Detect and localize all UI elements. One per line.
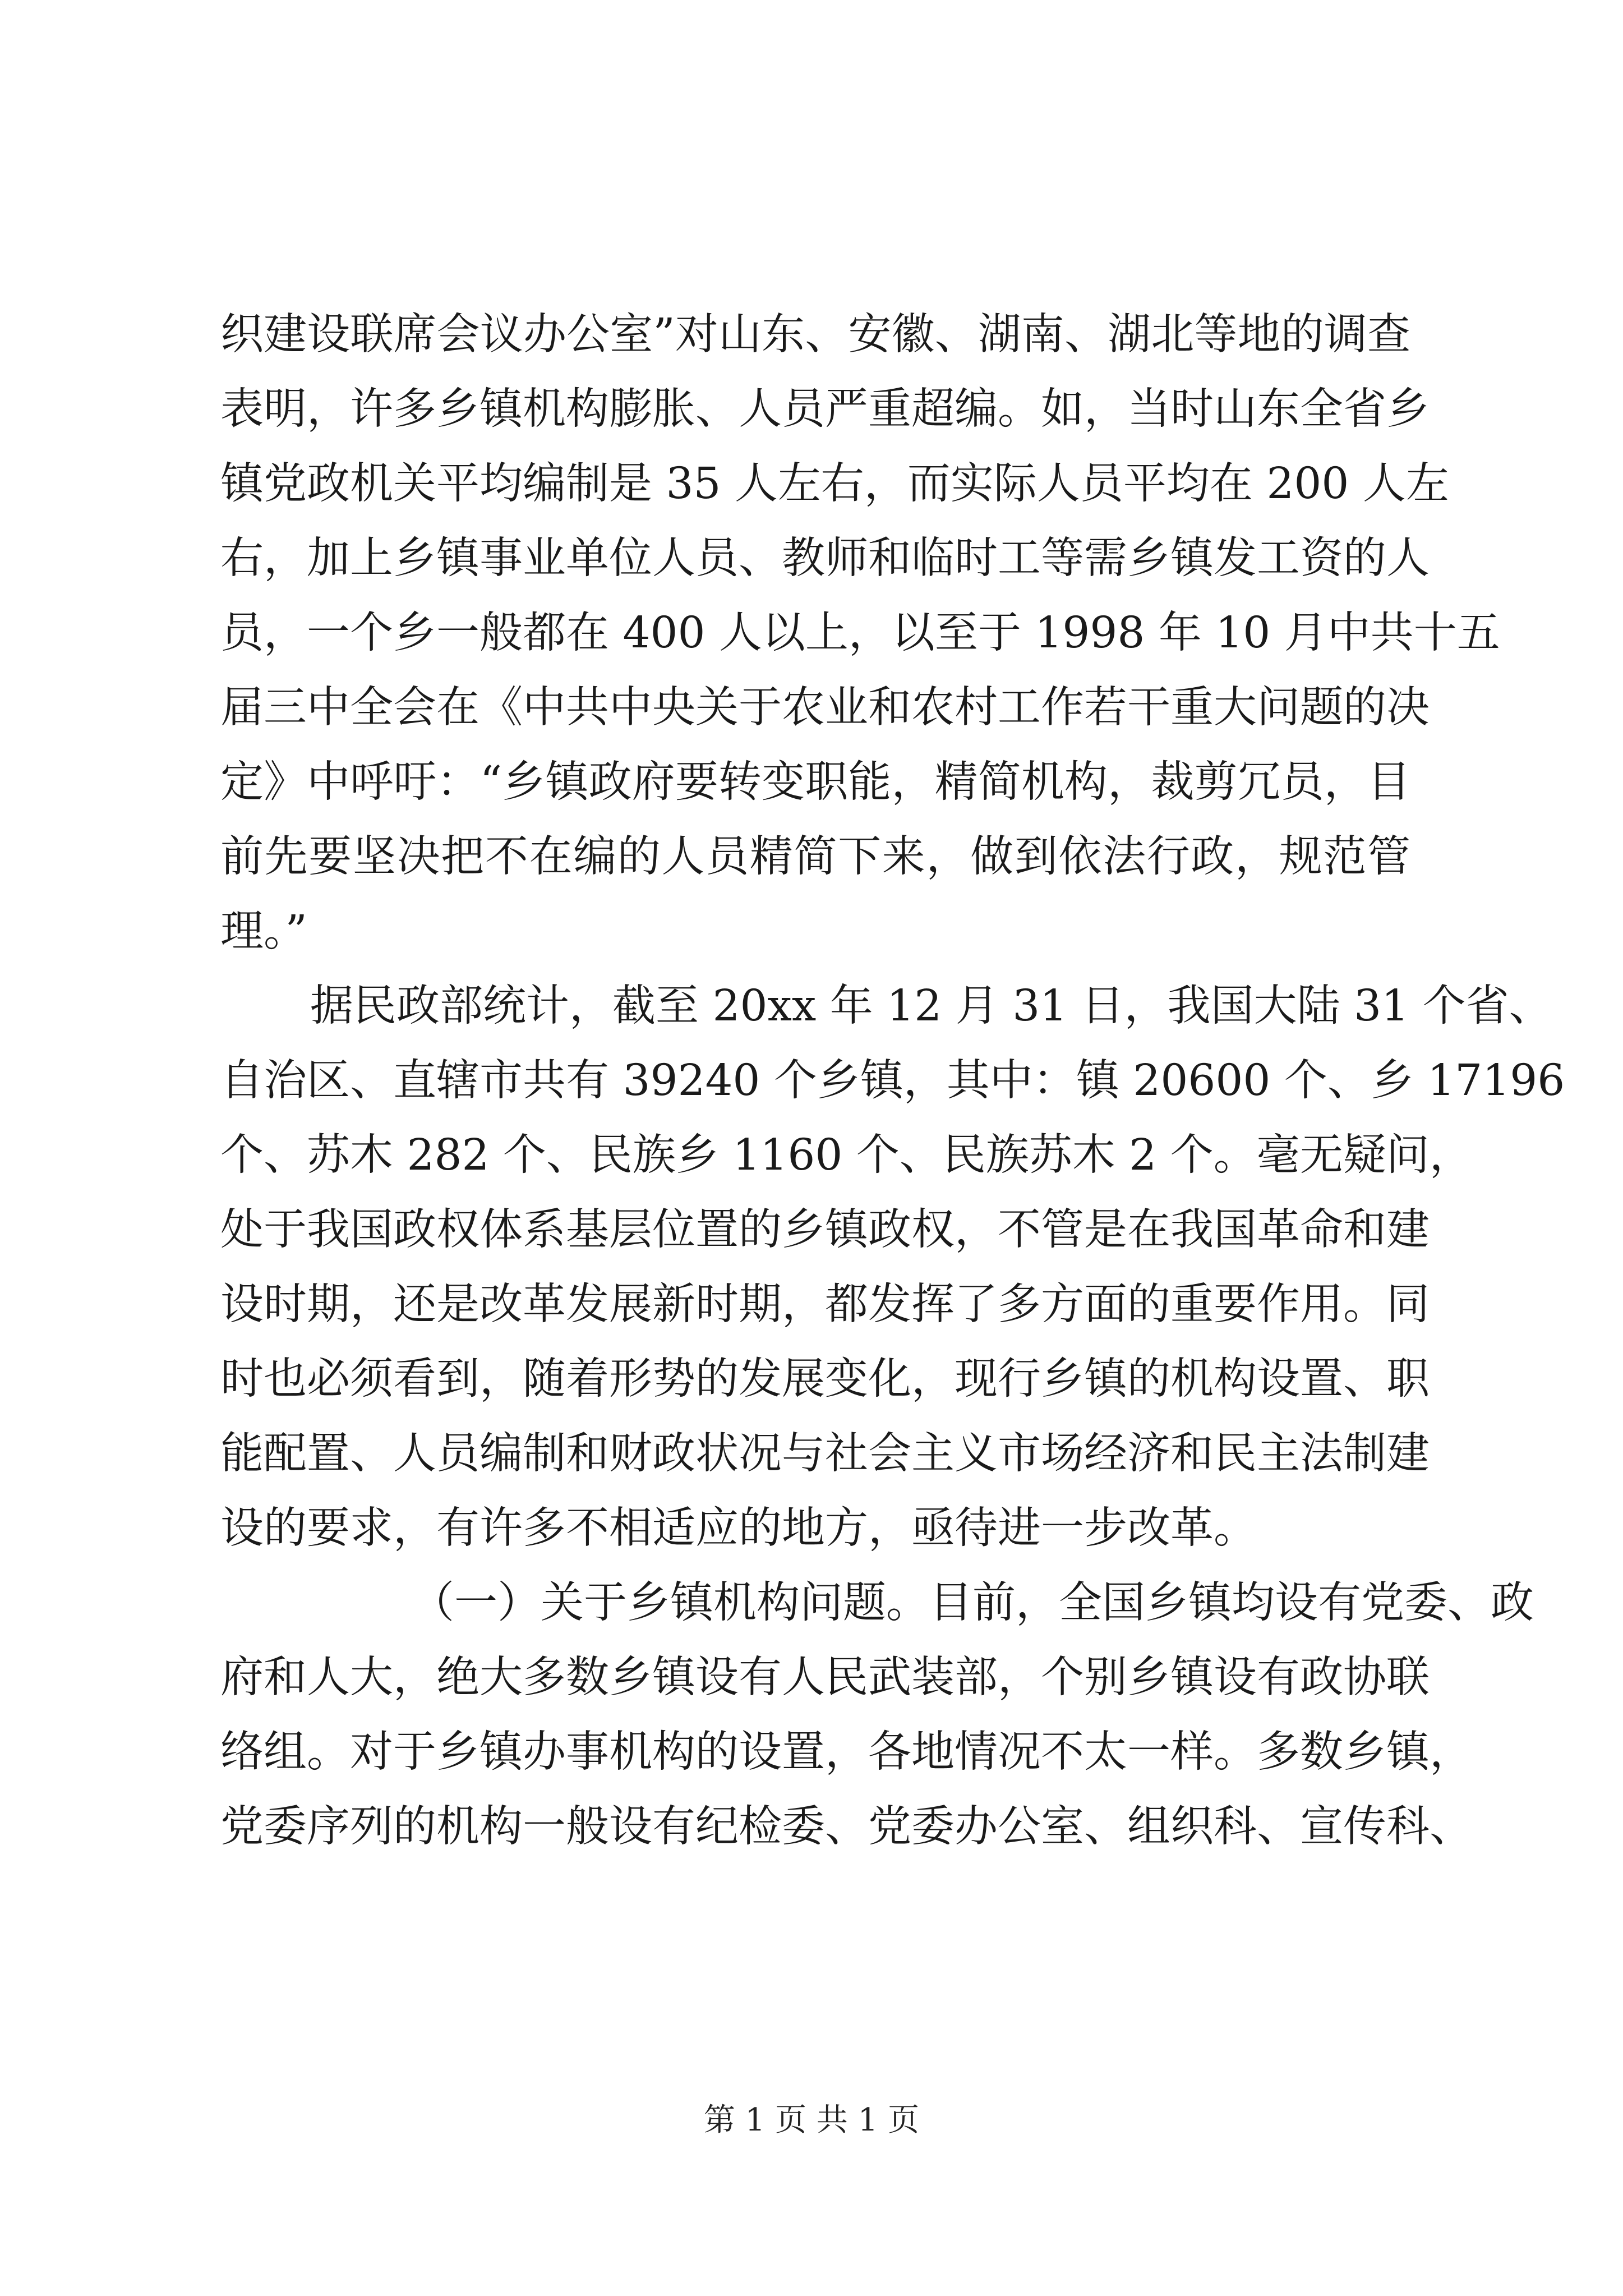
paragraph-2-line-7: 能配置、人员编制和财政状况与社会主义市场经济和民主法制建 [220,1429,1430,1479]
paragraph-3-line-4: 党委序列的机构一般设有纪检委、党委办公室、组织科、宣传科、 [220,1802,1473,1852]
paragraph-1-line-5: 员，一个乡一般都在 400 人以上，以至于 1998 年 10 月中共十五 [220,608,1500,658]
paragraph-1-line-3: 镇党政机关平均编制是 35 人左右，而实际人员平均在 200 人左 [220,459,1449,509]
paragraph-1-line-2: 表明，许多乡镇机构膨胀、人员严重超编。如，当时山东全省乡 [220,384,1430,434]
paragraph-1-line-7: 定》中呼吁：“乡镇政府要转变职能，精简机构，裁剪冗员，目 [220,757,1410,807]
document-body [220,297,1565,1864]
paragraph-2-line-4: 处于我国政权体系基层位置的乡镇政权，不管是在我国革命和建 [220,1205,1430,1255]
paragraph-3-line-3: 络组。对于乡镇办事机构的设置，各地情况不太一样。多数乡镇， [220,1727,1473,1777]
page-footer [0,2101,1623,2140]
paragraph-2-line-8: 设的要求，有许多不相适应的地方，亟待进一步改革。 [220,1503,1257,1553]
paragraph-2-line-6: 时也必须看到，随着形势的发展变化，现行乡镇的机构设置、职 [220,1354,1430,1404]
paragraph-1-line-9: 理。” [220,907,307,956]
paragraph-1-line-4: 右，加上乡镇事业单位人员、教师和临时工等需乡镇发工资的人 [220,533,1430,583]
paragraph-2-line-2: 自治区、直辖市共有 39240 个乡镇，其中：镇 20600 个、乡 17196 [220,1056,1565,1106]
page-number-label: 第 1 页 共 1 页 [703,2102,920,2138]
paragraph-1-line-8: 前先要坚决把不在编的人员精简下来，做到依法行政，规范管 [220,832,1410,882]
paragraph-2-line-3: 个、苏木 282 个、民族乡 1160 个、民族苏木 2 个。毫无疑问， [220,1130,1473,1180]
paragraph-3-line-1: （一）关于乡镇机构问题。目前，全国乡镇均设有党委、政 [411,1578,1534,1628]
paragraph-3-line-2: 府和人大，绝大多数乡镇设有人民武装部，个别乡镇设有政协联 [220,1653,1430,1703]
paragraph-2-line-1: 据民政部统计，截至 20xx 年 12 月 31 日，我国大陆 31 个省、 [310,981,1552,1031]
paragraph-1-line-6: 届三中全会在《中共中央关于农业和农村工作若干重大问题的决 [220,683,1430,733]
paragraph-2-line-5: 设时期，还是改革发展新时期，都发挥了多方面的重要作用。同 [220,1280,1430,1329]
paragraph-1-line-1: 织建设联席会议办公室”对山东、安徽、湖南、湖北等地的调查 [220,310,1410,360]
